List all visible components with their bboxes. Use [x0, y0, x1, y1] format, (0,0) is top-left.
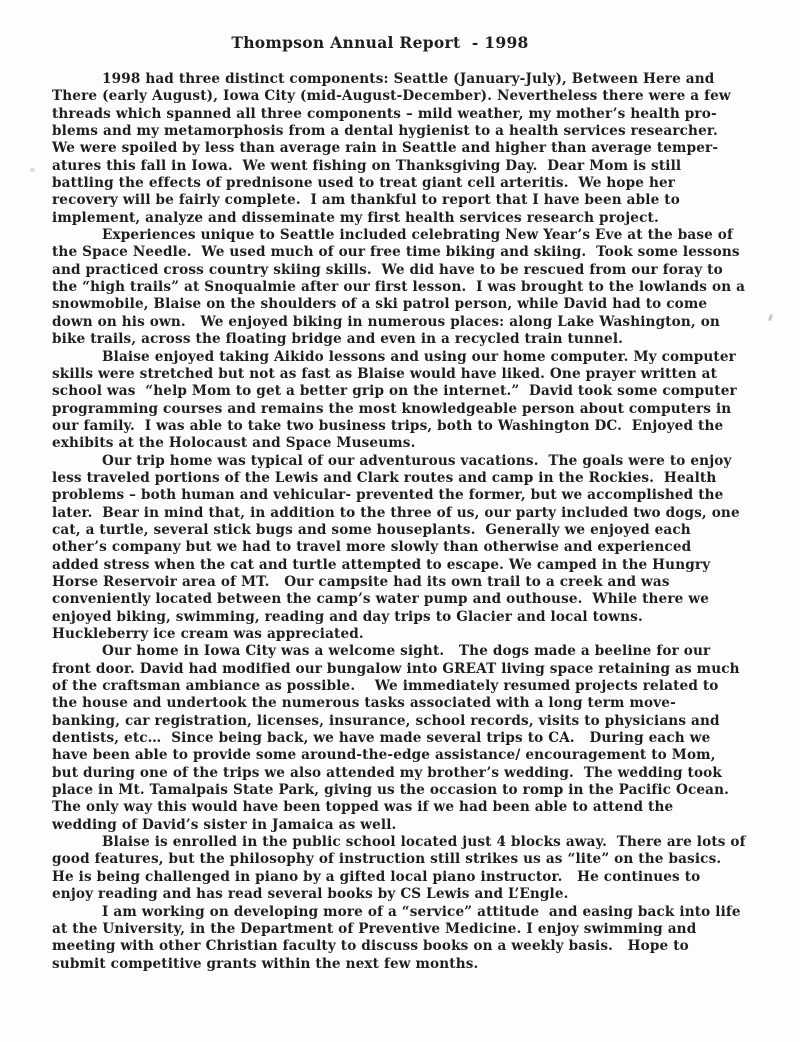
text-line: place in Mt. Tamalpais State Park, giving us the occasion to romp in the Pacific Ocean.: [52, 782, 730, 799]
text-line: and practiced cross country skiing skills. We did have to be rescued from our foray to: [52, 261, 723, 278]
text-line: Blaise enjoyed taking Aikido lessons and using our home computer. My computer: [102, 348, 736, 365]
text-line: bike trails, across the floating bridge and even in a recycled train tunnel.: [52, 331, 624, 348]
text-line: later. Bear in mind that, in addition to the three of us, our party included two dogs, one: [52, 504, 740, 521]
text-line: the Space Needle. We used much of our free time biking and skiing. Took some lessons: [52, 244, 740, 261]
paragraph: [52, 643, 772, 834]
text-line: Experiences unique to Seattle included celebrating New Year’s Eve at the base of: [102, 227, 734, 244]
text-line: but during one of the trips we also attended my brother’s wedding. The wedding took: [52, 764, 722, 781]
text-line: banking, car registration, licenses, insurance, school records, visits to physicians and: [52, 712, 720, 729]
text-line: wedding of David’s sister in Jamaica as well.: [52, 816, 397, 833]
paragraph: [52, 904, 772, 973]
text-line: dentists, etc… Since being back, we have made several trips to CA. During each we: [52, 730, 711, 747]
text-line: enjoyed biking, swimming, reading and day trips to Glacier and local towns.: [52, 608, 643, 625]
text-line: school was “help Mom to get a better grip on the internet.” David took some computer: [52, 383, 737, 400]
text-line: other’s company but we had to travel more slowly than otherwise and experienced: [52, 539, 692, 556]
text-line: have been able to provide some around-the-edge assistance/ encouragement to Mom,: [52, 747, 716, 764]
text-line: snowmobile, Blaise on the shoulders of a ski patrol person, while David had to come: [52, 296, 708, 313]
text-line: down on his own. We enjoyed biking in numerous places: along Lake Washington, on: [52, 313, 720, 330]
text-line: threads which spanned all three components – mild weather, my mother’s health pro-: [52, 105, 717, 122]
text-line: good features, but the philosophy of instruction still strikes us as “lite” on the basics.: [52, 851, 722, 868]
document-body: [52, 71, 772, 973]
paragraph: [52, 834, 772, 903]
paragraph: [52, 227, 772, 348]
paragraph: [52, 349, 772, 453]
text-line: added stress when the cat and turtle attempted to escape. We camped in the Hungry: [52, 556, 711, 573]
text-line: skills were stretched but not as fast as Blaise would have liked. One prayer written at: [52, 365, 718, 382]
text-line: front door. David had modified our bungalow into GREAT living space retaining as much: [52, 660, 740, 677]
text-line: at the University, in the Department of Preventive Medicine. I enjoy swimming and: [52, 920, 697, 937]
text-line: Our trip home was typical of our adventurous vacations. The goals were to enjoy: [102, 452, 732, 469]
text-line: the “high trails” at Snoqualmie after our first lesson. I was brought to the lowlands on a: [52, 279, 746, 296]
text-line: exhibits at the Holocaust and Space Museums.: [52, 435, 416, 452]
text-line: cat, a turtle, several stick bugs and some houseplants. Generally we enjoyed each: [52, 521, 691, 538]
paragraph: [52, 453, 772, 644]
text-line: Huckleberry ice cream was appreciated.: [52, 626, 364, 642]
text-line: enjoy reading and has read several books by CS Lewis and L’Engle.: [52, 886, 569, 903]
text-line: Horse Reservoir area of MT. Our campsite had its own trail to a creek and was: [52, 573, 670, 590]
text-line: The only way this would have been topped was if we had been able to attend the: [52, 799, 674, 816]
text-line: implement, analyze and disseminate my first health services research project.: [52, 209, 659, 226]
text-line: meeting with other Christian faculty to discuss books on a weekly basis. Hope to: [52, 938, 689, 955]
text-line: I am working on developing more of a “service” attitude and easing back into life: [102, 903, 741, 920]
text-line: the house and undertook the numerous tasks associated with a long term move-: [52, 695, 676, 712]
scan-artifact: [768, 314, 773, 322]
text-line: We were spoiled by less than average rain in Seattle and higher than average temper-: [52, 140, 719, 157]
text-line: Blaise is enrolled in the public school located just 4 blocks away. There are lots of: [102, 834, 746, 851]
text-line: problems – both human and vehicular- prevented the former, but we accomplished the: [52, 487, 724, 504]
document-title: Thompson Annual Report - 1998: [231, 33, 529, 52]
text-line: recovery will be fairly complete. I am thankful to report that I have been able to: [52, 192, 680, 209]
text-line: blems and my metamorphosis from a dental hygienist to a health services researcher.: [52, 123, 718, 140]
paragraph: [52, 71, 772, 227]
text-line: our family. I was able to take two business trips, both to Washington DC. Enjoyed the: [52, 417, 724, 434]
text-line: of the craftsman ambiance as possible. We immediately resumed projects related to: [52, 678, 719, 695]
text-line: There (early August), Iowa City (mid-August-December). Nevertheless there were a few: [52, 88, 731, 105]
text-line: programming courses and remains the most knowledgeable person about computers in: [52, 400, 732, 417]
scan-artifact: [30, 168, 35, 172]
text-line: He is being challenged in piano by a gifted local piano instructor. He continues to: [52, 868, 701, 885]
text-line: atures this fall in Iowa. We went fishing on Thanksgiving Day. Dear Mom is still: [52, 157, 682, 174]
text-line: submit competitive grants within the next few months.: [52, 955, 479, 972]
text-line: less traveled portions of the Lewis and Clark routes and camp in the Rockies. Health: [52, 469, 717, 486]
text-line: Our home in Iowa City was a welcome sight. The dogs made a beeline for our: [102, 643, 711, 660]
text-line: conveniently located between the camp’s water pump and outhouse. While there we: [52, 591, 709, 608]
text-line: battling the effects of prednisone used to treat giant cell arteritis. We hope her: [52, 175, 676, 192]
text-line: 1998 had three distinct components: Seattle (January-July), Between Here and: [102, 71, 715, 87]
